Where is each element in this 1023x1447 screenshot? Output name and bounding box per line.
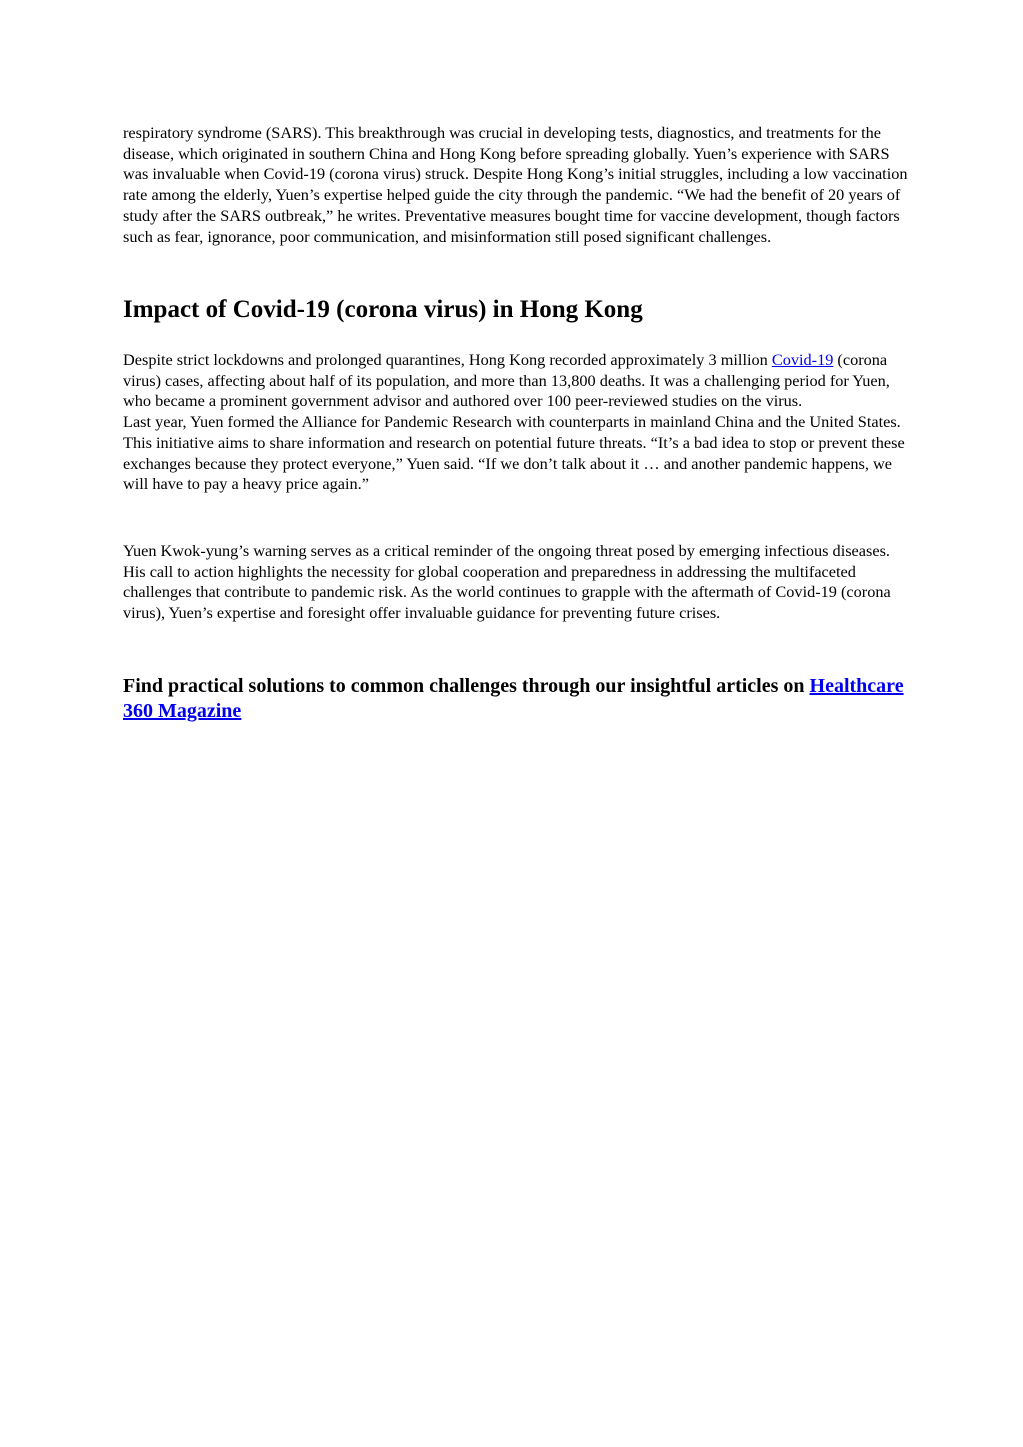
paragraph-alliance-text: Last year, Yuen formed the Alliance for Pandemic Research with counterparts in mainland China and the United States. This initiative aims to share information and research on potential future threats. “It’s a bad idea to stop or prevent these exchanges because they protect everyone,” Yuen said. “If we don’t talk about it … and another pandemic happens, we will have to pay a heavy price again.” [123,412,905,494]
paragraph-impact-text-before-link: Despite strict lockdowns and prolonged quarantines, Hong Kong recorded approximately 3 million [123,350,772,369]
heading-find-solutions [123,674,908,724]
healthcare-360-magazine-link[interactable]: Healthcare 360 Magazine [123,675,904,722]
document-page [123,123,908,722]
heading-impact-covid-hong-kong: Impact of Covid-19 (corona virus) in Hong Kong [123,296,643,323]
paragraph-impact-details [123,350,908,495]
paragraph-conclusion: Yuen Kwok-yung’s warning serves as a critical reminder of the ongoing threat posed by emerging infectious diseases. His call to action highlights the necessity for global cooperation and preparedness in addressing the multifaceted challenges that contribute to pandemic risk. As the world continues to grapple with the aftermath of Covid-19 (corona virus), Yuen’s expertise and foresight offer invaluable guidance for preventing future crises. [123,541,891,623]
covid-19-link[interactable]: Covid-19 [771,350,834,369]
paragraph-impact-text-after-link: (corona virus) cases, affecting about half of its population, and more than 13,800 deaths. It was a challenging period for Yuen, who became a prominent government advisor and authored over 100 peer-reviewed studies on the virus. [123,350,890,411]
heading-find-solutions-text: Find practical solutions to common challenges through our insightful articles on [123,675,810,697]
paragraph-sars-background: respiratory syndrome (SARS). This breakthrough was crucial in developing tests, diagnostics, and treatments for the disease, which originated in southern China and Hong Kong before spreading globally. Yuen’s experience with SARS was invaluable when Covid-19 (corona virus) struck. Despite Hong Kong’s initial struggles, including a low vaccination rate among the elderly, Yuen’s expertise helped guide the city through the pandemic. “We had the benefit of 20 years of study after the SARS outbreak,” he writes. Preventative measures bought time for vaccine development, though factors such as fear, ignorance, poor communication, and misinformation still posed significant challenges. [123,123,908,246]
